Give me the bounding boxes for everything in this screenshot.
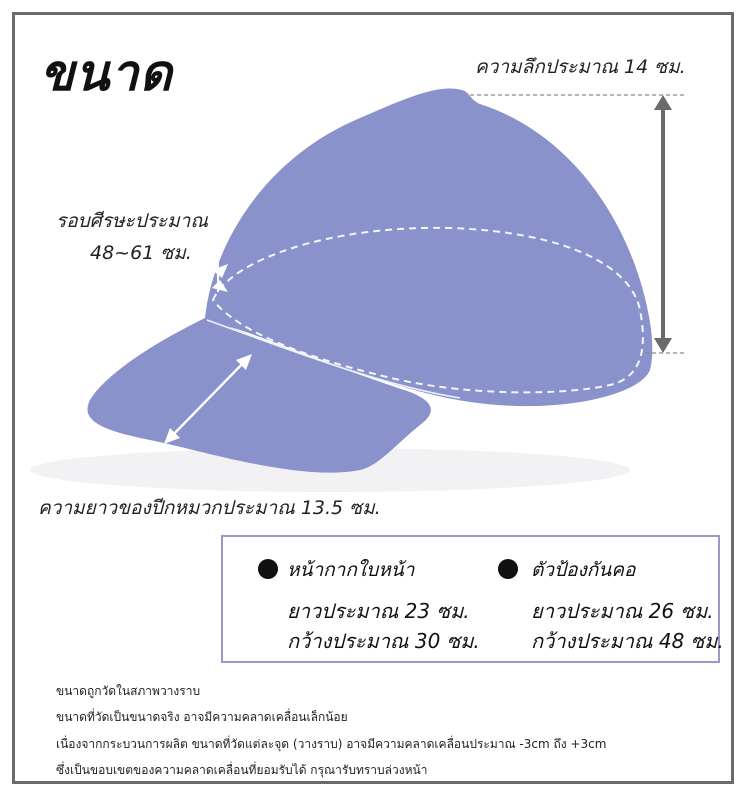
note-line: ขนาดที่วัดเป็นขนาดจริง อาจมีความคลาดเคลื่อนเล็กน้อย (56, 710, 348, 724)
note-line: ขนาดถูกวัดในสภาพวางราบ (56, 684, 201, 698)
neck-guard-length: ยาวประมาณ 26 ซม. (531, 599, 714, 623)
head-circumference-value: 48~61 ซม. (90, 242, 192, 264)
face-mask-title: หน้ากากใบหน้า (287, 559, 415, 581)
head-circumference-label: รอบศีรษะประมาณ (56, 210, 208, 232)
depth-label: ความลึกประมาณ 14 ซม. (475, 56, 686, 78)
note-line: ซึ่งเป็นขอบเขตของความคลาดเคลื่อนที่ยอมรับได้ กรุณารับทราบล่วงหน้า (56, 763, 428, 777)
bullet-icon (498, 559, 518, 579)
face-mask-width: กว้างประมาณ 30 ซม. (287, 629, 480, 653)
neck-guard-width: กว้างประมาณ 48 ซม. (531, 629, 724, 653)
face-mask-length: ยาวประมาณ 23 ซม. (287, 599, 470, 623)
info-box (221, 535, 724, 663)
page-title: ขนาด (40, 44, 173, 102)
note-line: เนื่องจากกระบวนการผลิต ขนาดที่วัดแต่ละจุด (วางราบ) อาจมีความคลาดเคลื่อนประมาณ -3cm ถึง +3cm (56, 737, 607, 751)
bullet-icon (258, 559, 278, 579)
brim-length-label: ความยาวของปีกหมวกประมาณ 13.5 ซม. (38, 497, 381, 519)
depth-arrow-tip-top (654, 95, 672, 110)
depth-arrow-tip-bottom (654, 338, 672, 353)
neck-guard-title: ตัวป้องกันคอ (531, 559, 636, 581)
